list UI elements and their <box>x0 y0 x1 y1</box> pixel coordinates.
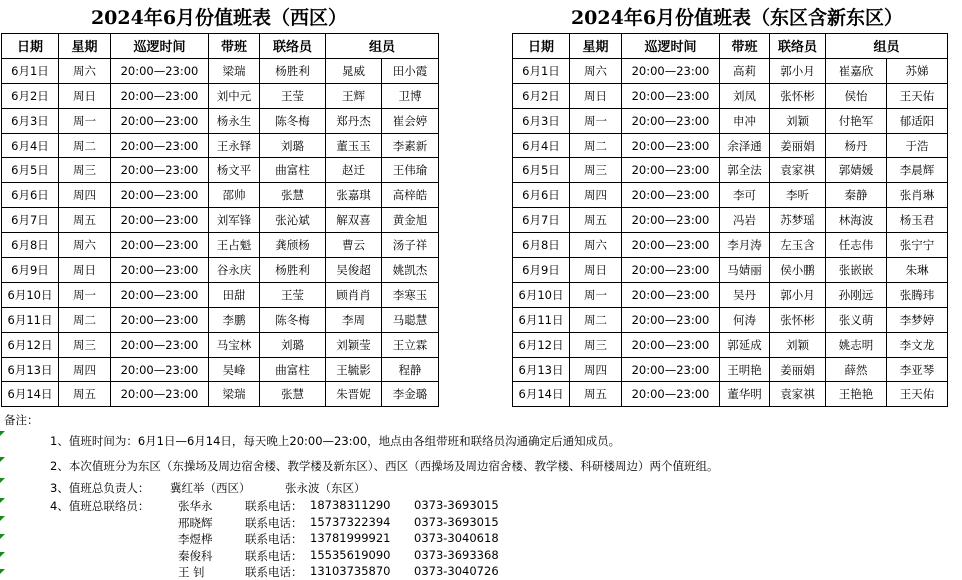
cell-patrol-time: 20:00—23:00 <box>622 158 720 183</box>
cell-date: 6月2日 <box>2 83 59 108</box>
note-line-2: 2、本次值班分为东区（东操场及周边宿舍楼、教学楼及新东区）、西区（西操场及周边宿舍楼、教学楼、科研楼周边）两个值班组。 <box>50 459 719 473</box>
cell-member-2: 苏娣 <box>887 58 948 83</box>
header-leader: 带班 <box>209 34 260 59</box>
cell-liaison: 杨胜利 <box>260 58 326 83</box>
cell-patrol-time: 20:00—23:00 <box>622 282 720 307</box>
cell-patrol-time: 20:00—23:00 <box>111 108 209 133</box>
cell-member-1: 郑丹杰 <box>326 108 382 133</box>
cell-weekday: 周四 <box>59 357 111 382</box>
cell-date: 6月2日 <box>513 83 570 108</box>
cell-member-1: 孙刚远 <box>826 282 887 307</box>
cell-weekday: 周一 <box>570 282 622 307</box>
cell-date: 6月10日 <box>513 282 570 307</box>
cell-date: 6月8日 <box>513 233 570 258</box>
cell-patrol-time: 20:00—23:00 <box>622 58 720 83</box>
table-row <box>2 158 439 183</box>
cell-liaison: 姜丽娟 <box>770 133 826 158</box>
table-row <box>2 258 439 283</box>
cell-marker-icon <box>0 457 5 462</box>
cell-date: 6月9日 <box>513 258 570 283</box>
cell-member-1: 王辉 <box>326 83 382 108</box>
cell-date: 6月1日 <box>2 58 59 83</box>
cell-leader: 杨永生 <box>209 108 260 133</box>
cell-weekday: 周六 <box>59 233 111 258</box>
cell-member-1: 王艳艳 <box>826 382 887 407</box>
cell-weekday: 周四 <box>570 357 622 382</box>
note-line-3-west: 冀红举（西区） <box>170 481 251 495</box>
cell-weekday: 周四 <box>570 183 622 208</box>
cell-member-2: 张宁宁 <box>887 233 948 258</box>
cell-liaison: 刘颖 <box>770 332 826 357</box>
cell-member-2: 李晨辉 <box>887 158 948 183</box>
table-row <box>2 282 439 307</box>
header-members: 组员 <box>326 34 439 59</box>
cell-weekday: 周五 <box>59 382 111 407</box>
cell-leader: 杨文平 <box>209 158 260 183</box>
cell-liaison: 姜丽娟 <box>770 357 826 382</box>
cell-liaison: 刘颖 <box>770 108 826 133</box>
cell-liaison: 袁家祺 <box>770 382 826 407</box>
note-line-3-label: 3、值班总负责人： <box>50 481 150 495</box>
east-table-title: 2024年6月份值班表（东区含新东区） <box>570 7 904 29</box>
cell-liaison: 王莹 <box>260 83 326 108</box>
cell-member-1: 任志伟 <box>826 233 887 258</box>
cell-member-2: 李金璐 <box>382 382 439 407</box>
contact-office-phone: 0373-3693015 <box>414 498 499 512</box>
contact-mobile: 13781999921 <box>310 531 391 545</box>
table-row <box>2 108 439 133</box>
cell-patrol-time: 20:00—23:00 <box>622 83 720 108</box>
cell-member-2: 崔会婷 <box>382 108 439 133</box>
cell-member-2: 杨玉君 <box>887 208 948 233</box>
cell-member-2: 李文龙 <box>887 332 948 357</box>
table-row <box>513 133 948 158</box>
cell-leader: 冯岩 <box>720 208 770 233</box>
contact-mobile: 18738311290 <box>310 498 391 512</box>
cell-date: 6月13日 <box>2 357 59 382</box>
cell-member-2: 李梦婷 <box>887 307 948 332</box>
cell-member-1: 张嵌嵌 <box>826 258 887 283</box>
cell-leader: 董华明 <box>720 382 770 407</box>
table-row <box>513 183 948 208</box>
cell-liaison: 左玉含 <box>770 233 826 258</box>
note-line-4-label: 4、值班总联络员： <box>50 499 150 513</box>
west-duty-table <box>1 33 439 407</box>
header-date: 日期 <box>2 34 59 59</box>
cell-leader: 梁瑞 <box>209 58 260 83</box>
cell-member-1: 顾肖肖 <box>326 282 382 307</box>
table-header-row <box>2 34 439 59</box>
cell-member-1: 吴俊超 <box>326 258 382 283</box>
cell-leader: 李月涛 <box>720 233 770 258</box>
cell-member-2: 李素新 <box>382 133 439 158</box>
cell-date: 6月1日 <box>513 58 570 83</box>
cell-liaison: 龚颀杨 <box>260 233 326 258</box>
cell-weekday: 周五 <box>570 208 622 233</box>
table-row <box>2 382 439 407</box>
cell-liaison: 郭小月 <box>770 58 826 83</box>
cell-weekday: 周六 <box>59 58 111 83</box>
contact-phone-label: 联系电话： <box>245 515 303 530</box>
cell-leader: 高莉 <box>720 58 770 83</box>
contact-office-phone: 0373-3693368 <box>414 547 499 562</box>
cell-leader: 王占魁 <box>209 233 260 258</box>
cell-leader: 余泽通 <box>720 133 770 158</box>
cell-patrol-time: 20:00—23:00 <box>622 208 720 233</box>
header-weekday: 星期 <box>570 34 622 59</box>
cell-liaison: 苏梦瑶 <box>770 208 826 233</box>
cell-patrol-time: 20:00—23:00 <box>111 83 209 108</box>
cell-patrol-time: 20:00—23:00 <box>111 382 209 407</box>
contact-mobile: 13103735870 <box>310 564 391 578</box>
contact-phone-label: 联系电话： <box>245 548 303 563</box>
cell-member-1: 付艳军 <box>826 108 887 133</box>
cell-patrol-time: 20:00—23:00 <box>111 58 209 83</box>
cell-date: 6月6日 <box>513 183 570 208</box>
cell-liaison: 张慧 <box>260 183 326 208</box>
header-members: 组员 <box>826 34 948 59</box>
cell-weekday: 周五 <box>59 208 111 233</box>
contact-office-phone: 0373-3040726 <box>414 564 499 578</box>
note-line-1: 1、值班时间为：6月1日—6月14日，每天晚上20:00—23:00，地点由各组带班和联络员沟通确定后通知成员。 <box>50 434 621 448</box>
cell-member-1: 林海波 <box>826 208 887 233</box>
table-row <box>513 158 948 183</box>
cell-date: 6月12日 <box>513 332 570 357</box>
cell-date: 6月4日 <box>2 133 59 158</box>
cell-patrol-time: 20:00—23:00 <box>111 158 209 183</box>
cell-marker-icon <box>0 569 5 574</box>
cell-weekday: 周一 <box>59 108 111 133</box>
cell-member-2: 王天佑 <box>887 382 948 407</box>
cell-marker-icon <box>0 431 5 436</box>
table-row <box>2 332 439 357</box>
cell-marker-icon <box>0 498 5 503</box>
cell-member-2: 李寒玉 <box>382 282 439 307</box>
cell-patrol-time: 20:00—23:00 <box>622 307 720 332</box>
cell-liaison: 王莹 <box>260 282 326 307</box>
cell-weekday: 周日 <box>570 83 622 108</box>
table-row <box>513 258 948 283</box>
cell-member-2: 马聪慧 <box>382 307 439 332</box>
cell-member-2: 姚凯杰 <box>382 258 439 283</box>
cell-liaison: 袁家祺 <box>770 158 826 183</box>
cell-member-2: 李亚琴 <box>887 357 948 382</box>
cell-member-1: 赵迁 <box>326 158 382 183</box>
cell-liaison: 曲富柱 <box>260 158 326 183</box>
cell-date: 6月9日 <box>2 258 59 283</box>
cell-member-2: 王伟瑜 <box>382 158 439 183</box>
cell-date: 6月14日 <box>513 382 570 407</box>
cell-patrol-time: 20:00—23:00 <box>622 133 720 158</box>
cell-leader: 马婧丽 <box>720 258 770 283</box>
cell-weekday: 周日 <box>570 258 622 283</box>
cell-liaison: 张怀彬 <box>770 83 826 108</box>
cell-weekday: 周三 <box>59 158 111 183</box>
cell-member-1: 郭婧媛 <box>826 158 887 183</box>
cell-weekday: 周三 <box>570 332 622 357</box>
east-duty-table <box>512 33 948 407</box>
cell-leader: 吴丹 <box>720 282 770 307</box>
cell-weekday: 周二 <box>570 133 622 158</box>
cell-liaison: 陈冬梅 <box>260 108 326 133</box>
cell-member-1: 张义萌 <box>826 307 887 332</box>
cell-patrol-time: 20:00—23:00 <box>111 332 209 357</box>
cell-member-1: 董玉玉 <box>326 133 382 158</box>
cell-member-2: 于浩 <box>887 133 948 158</box>
cell-weekday: 周二 <box>59 133 111 158</box>
table-row <box>2 133 439 158</box>
cell-date: 6月11日 <box>2 307 59 332</box>
cell-member-2: 王天佑 <box>887 83 948 108</box>
table-row <box>513 357 948 382</box>
cell-member-1: 晁威 <box>326 58 382 83</box>
cell-patrol-time: 20:00—23:00 <box>622 332 720 357</box>
header-weekday: 星期 <box>59 34 111 59</box>
cell-patrol-time: 20:00—23:00 <box>622 382 720 407</box>
cell-patrol-time: 20:00—23:00 <box>622 357 720 382</box>
cell-marker-icon <box>0 516 5 521</box>
cell-member-2: 汤子祥 <box>382 233 439 258</box>
contact-mobile: 15737322394 <box>310 514 391 529</box>
header-date: 日期 <box>513 34 570 59</box>
cell-leader: 谷永庆 <box>209 258 260 283</box>
contact-name: 王 钊 <box>178 565 205 579</box>
cell-member-2: 程静 <box>382 357 439 382</box>
cell-date: 6月11日 <box>513 307 570 332</box>
notes-heading: 备注： <box>4 413 39 427</box>
cell-leader: 郭延成 <box>720 332 770 357</box>
cell-liaison: 侯小鹏 <box>770 258 826 283</box>
cell-liaison: 张沁斌 <box>260 208 326 233</box>
cell-date: 6月14日 <box>2 382 59 407</box>
cell-liaison: 刘璐 <box>260 133 326 158</box>
cell-patrol-time: 20:00—23:00 <box>111 208 209 233</box>
cell-patrol-time: 20:00—23:00 <box>622 183 720 208</box>
cell-patrol-time: 20:00—23:00 <box>622 258 720 283</box>
cell-date: 6月5日 <box>513 158 570 183</box>
cell-leader: 郭全法 <box>720 158 770 183</box>
table-row <box>2 183 439 208</box>
table-row <box>513 233 948 258</box>
cell-weekday: 周三 <box>570 158 622 183</box>
cell-date: 6月7日 <box>513 208 570 233</box>
cell-member-1: 解双喜 <box>326 208 382 233</box>
cell-leader: 田甜 <box>209 282 260 307</box>
cell-date: 6月7日 <box>2 208 59 233</box>
cell-leader: 王明艳 <box>720 357 770 382</box>
cell-leader: 梁瑞 <box>209 382 260 407</box>
cell-weekday: 周三 <box>59 332 111 357</box>
cell-leader: 马宝林 <box>209 332 260 357</box>
cell-member-2: 卫博 <box>382 83 439 108</box>
cell-marker-icon <box>0 478 5 483</box>
cell-patrol-time: 20:00—23:00 <box>622 108 720 133</box>
table-row <box>513 83 948 108</box>
cell-date: 6月5日 <box>2 158 59 183</box>
cell-member-1: 侯怡 <box>826 83 887 108</box>
cell-patrol-time: 20:00—23:00 <box>111 183 209 208</box>
cell-member-1: 朱晋妮 <box>326 382 382 407</box>
cell-liaison: 陈冬梅 <box>260 307 326 332</box>
cell-member-2: 朱琳 <box>887 258 948 283</box>
header-leader: 带班 <box>720 34 770 59</box>
cell-leader: 吴峰 <box>209 357 260 382</box>
cell-weekday: 周二 <box>59 307 111 332</box>
cell-member-2: 张腾玮 <box>887 282 948 307</box>
cell-weekday: 周六 <box>570 58 622 83</box>
cell-leader: 李鹏 <box>209 307 260 332</box>
cell-member-1: 刘颖莹 <box>326 332 382 357</box>
table-row <box>2 83 439 108</box>
contact-name: 张华永 <box>178 499 213 513</box>
table-row <box>2 58 439 83</box>
cell-leader: 刘中元 <box>209 83 260 108</box>
cell-weekday: 周二 <box>570 307 622 332</box>
header-patrol-time: 巡逻时间 <box>622 34 720 59</box>
table-row <box>513 58 948 83</box>
cell-weekday: 周日 <box>59 83 111 108</box>
cell-member-2: 王立霖 <box>382 332 439 357</box>
cell-patrol-time: 20:00—23:00 <box>111 282 209 307</box>
contact-office-phone: 0373-3040618 <box>414 531 499 545</box>
cell-date: 6月6日 <box>2 183 59 208</box>
contact-name: 李煜桦 <box>178 532 213 546</box>
cell-weekday: 周五 <box>570 382 622 407</box>
table-row <box>2 233 439 258</box>
contact-phone-label: 联系电话： <box>245 565 303 579</box>
cell-date: 6月13日 <box>513 357 570 382</box>
cell-patrol-time: 20:00—23:00 <box>622 233 720 258</box>
header-patrol-time: 巡逻时间 <box>111 34 209 59</box>
cell-patrol-time: 20:00—23:00 <box>111 233 209 258</box>
cell-date: 6月3日 <box>513 108 570 133</box>
cell-liaison: 郭小月 <box>770 282 826 307</box>
cell-date: 6月3日 <box>2 108 59 133</box>
cell-weekday: 周一 <box>59 282 111 307</box>
contact-phone-label: 联系电话： <box>245 532 303 546</box>
table-row <box>513 208 948 233</box>
cell-member-2: 田小霞 <box>382 58 439 83</box>
cell-marker-icon <box>0 552 5 557</box>
table-row <box>2 208 439 233</box>
cell-leader: 何涛 <box>720 307 770 332</box>
cell-member-2: 高梓皓 <box>382 183 439 208</box>
cell-member-1: 崔嘉欣 <box>826 58 887 83</box>
cell-date: 6月12日 <box>2 332 59 357</box>
table-header-row <box>513 34 948 59</box>
note-line-3-east: 张永波（东区） <box>285 481 366 495</box>
cell-leader: 刘凤 <box>720 83 770 108</box>
cell-leader: 李可 <box>720 183 770 208</box>
cell-liaison: 杨胜利 <box>260 258 326 283</box>
cell-date: 6月8日 <box>2 233 59 258</box>
cell-patrol-time: 20:00—23:00 <box>111 133 209 158</box>
cell-member-1: 薛然 <box>826 357 887 382</box>
contact-name: 邢晓辉 <box>178 515 213 530</box>
table-row <box>513 108 948 133</box>
cell-member-1: 秦静 <box>826 183 887 208</box>
cell-patrol-time: 20:00—23:00 <box>111 258 209 283</box>
cell-member-2: 郁适阳 <box>887 108 948 133</box>
contact-mobile: 15535619090 <box>310 547 391 562</box>
cell-leader: 邵帅 <box>209 183 260 208</box>
table-row <box>513 382 948 407</box>
cell-date: 6月4日 <box>513 133 570 158</box>
cell-member-1: 杨丹 <box>826 133 887 158</box>
cell-member-1: 张嘉琪 <box>326 183 382 208</box>
cell-liaison: 曲富柱 <box>260 357 326 382</box>
header-liaison: 联络员 <box>770 34 826 59</box>
cell-weekday: 周六 <box>570 233 622 258</box>
table-row <box>513 307 948 332</box>
west-table-title: 2024年6月份值班表（西区） <box>90 7 348 29</box>
cell-liaison: 李听 <box>770 183 826 208</box>
header-liaison: 联络员 <box>260 34 326 59</box>
cell-date: 6月10日 <box>2 282 59 307</box>
cell-marker-icon <box>0 534 5 539</box>
cell-weekday: 周一 <box>570 108 622 133</box>
cell-leader: 王永铎 <box>209 133 260 158</box>
cell-member-1: 姚志明 <box>826 332 887 357</box>
cell-weekday: 周日 <box>59 258 111 283</box>
cell-liaison: 刘璐 <box>260 332 326 357</box>
table-row <box>2 307 439 332</box>
cell-member-1: 曹云 <box>326 233 382 258</box>
cell-member-1: 王毓影 <box>326 357 382 382</box>
cell-leader: 刘军锋 <box>209 208 260 233</box>
cell-liaison: 张怀彬 <box>770 307 826 332</box>
contact-phone-label: 联系电话： <box>245 499 303 513</box>
cell-leader: 申冲 <box>720 108 770 133</box>
cell-member-1: 李周 <box>326 307 382 332</box>
table-row <box>513 282 948 307</box>
cell-patrol-time: 20:00—23:00 <box>111 357 209 382</box>
cell-liaison: 张慧 <box>260 382 326 407</box>
table-row <box>2 357 439 382</box>
cell-member-2: 张肖琳 <box>887 183 948 208</box>
cell-member-2: 黄金旭 <box>382 208 439 233</box>
cell-patrol-time: 20:00—23:00 <box>111 307 209 332</box>
contact-office-phone: 0373-3693015 <box>414 514 499 529</box>
table-row <box>513 332 948 357</box>
cell-weekday: 周四 <box>59 183 111 208</box>
contact-name: 秦俊科 <box>178 548 213 563</box>
